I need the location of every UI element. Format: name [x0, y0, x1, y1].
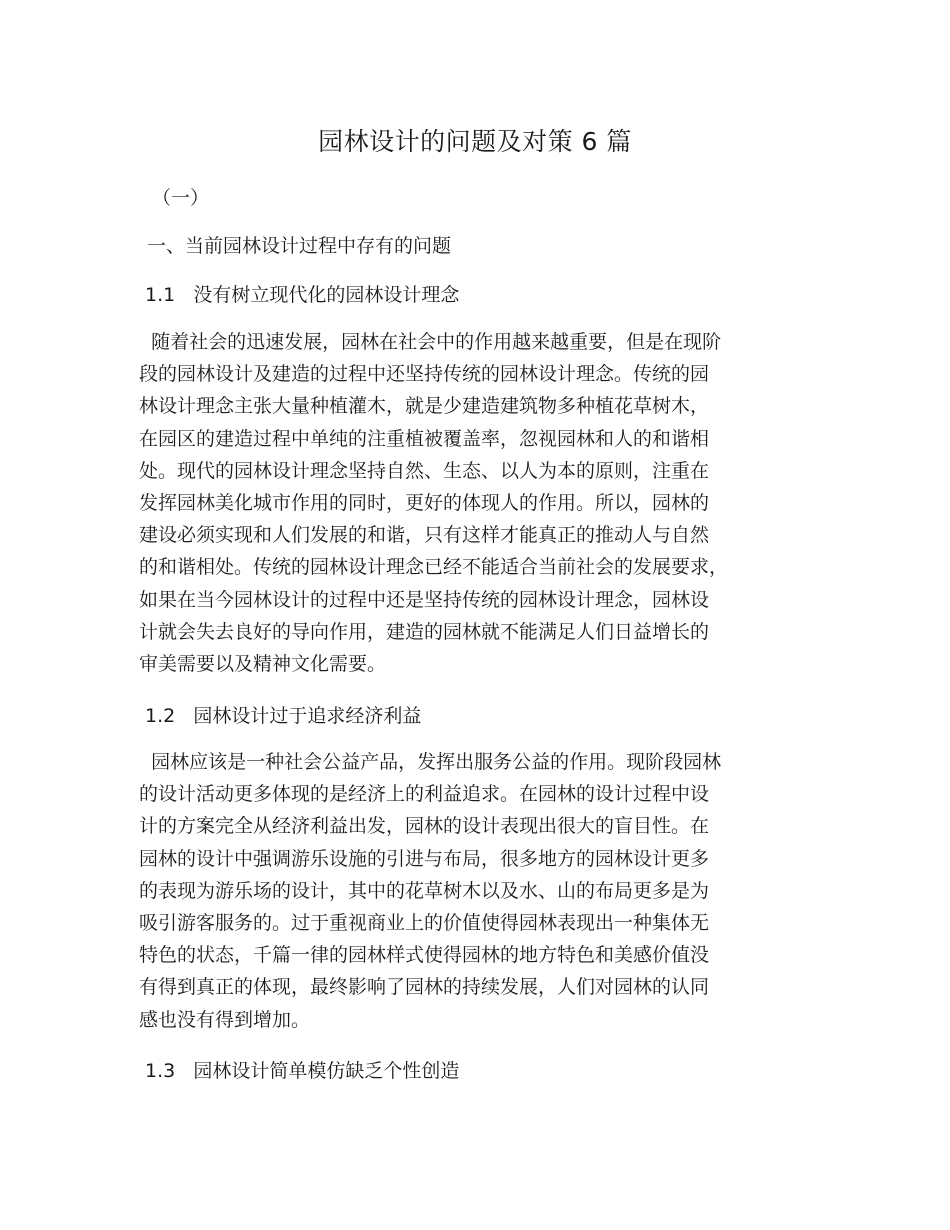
- paragraph-line: 处。现代的园林设计理念坚持自然、生态、以人为本的原则，注重在: [139, 459, 710, 482]
- paragraph-1-2: [139, 746, 764, 1036]
- paragraph-line: 园林应该是一种社会公益产品，发挥出服务公益的作用。现阶段园林: [139, 751, 722, 773]
- paragraph-line: 特色的状态，千篇一律的园林样式使得园林的地方特色和美感价值没: [139, 944, 710, 967]
- paragraph-line: 感也没有得到增加。: [139, 1008, 311, 1031]
- paragraph-line: 的和谐相处。传统的园林设计理念已经不能适合当前社会的发展要求，: [139, 556, 729, 579]
- paragraph-line: 园林的设计中强调游乐设施的引进与布局，很多地方的园林设计更多: [139, 847, 710, 870]
- paragraph-line: 在园区的建造过程中单纯的注重植被覆盖率，忽视园林和人的和谐相: [139, 427, 710, 450]
- paragraph-line: 吸引游客服务的。过于重视商业上的价值使得园林表现出一种集体无: [139, 912, 710, 935]
- paragraph-line: 林设计理念主张大量种植灌木，就是少建造建筑物多种植花草树木，: [139, 395, 710, 418]
- section-heading: 一、当前园林设计过程中存有的问题: [147, 235, 452, 257]
- subsection-heading-1-3: 1.3 园林设计简单模仿缺乏个性创造: [145, 1060, 460, 1082]
- paragraph-line: 的表现为游乐场的设计，其中的花草树木以及水、山的布局更多是为: [139, 879, 710, 902]
- paragraph-line: 建设必须实现和人们发展的和谐，只有这样才能真正的推动人与自然: [139, 524, 710, 547]
- document-title: 园林设计的问题及对策 6 篇: [318, 127, 632, 156]
- paragraph-line: 段的园林设计及建造的过程中还坚持传统的园林设计理念。传统的园: [139, 363, 710, 386]
- paragraph-line: 如果在当今园林设计的过程中还是坚持传统的园林设计理念，园林设: [139, 588, 710, 611]
- paragraph-line: 计就会失去良好的导向作用，建造的园林就不能满足人们日益增长的: [139, 620, 710, 643]
- paragraph-line: 审美需要以及精神文化需要。: [139, 653, 387, 676]
- part-marker: （一）: [152, 187, 210, 209]
- paragraph-line: 有得到真正的体现，最终影响了园林的持续发展，人们对园林的认同: [139, 976, 710, 999]
- paragraph-line: 计的方案完全从经济利益出发，园林的设计表现出很大的盲目性。在: [139, 815, 710, 838]
- subsection-heading-1-1: 1.1 没有树立现代化的园林设计理念: [145, 284, 460, 306]
- paragraph-1-1: [139, 326, 764, 680]
- paragraph-line: 发挥园林美化城市作用的同时，更好的体现人的作用。所以，园林的: [139, 492, 710, 515]
- subsection-heading-1-2: 1.2 园林设计过于追求经济利益: [145, 705, 422, 727]
- paragraph-line: 随着社会的迅速发展，园林在社会中的作用越来越重要，但是在现阶: [139, 331, 722, 353]
- paragraph-line: 的设计活动更多体现的是经济上的利益追求。在园林的设计过程中设: [139, 783, 710, 806]
